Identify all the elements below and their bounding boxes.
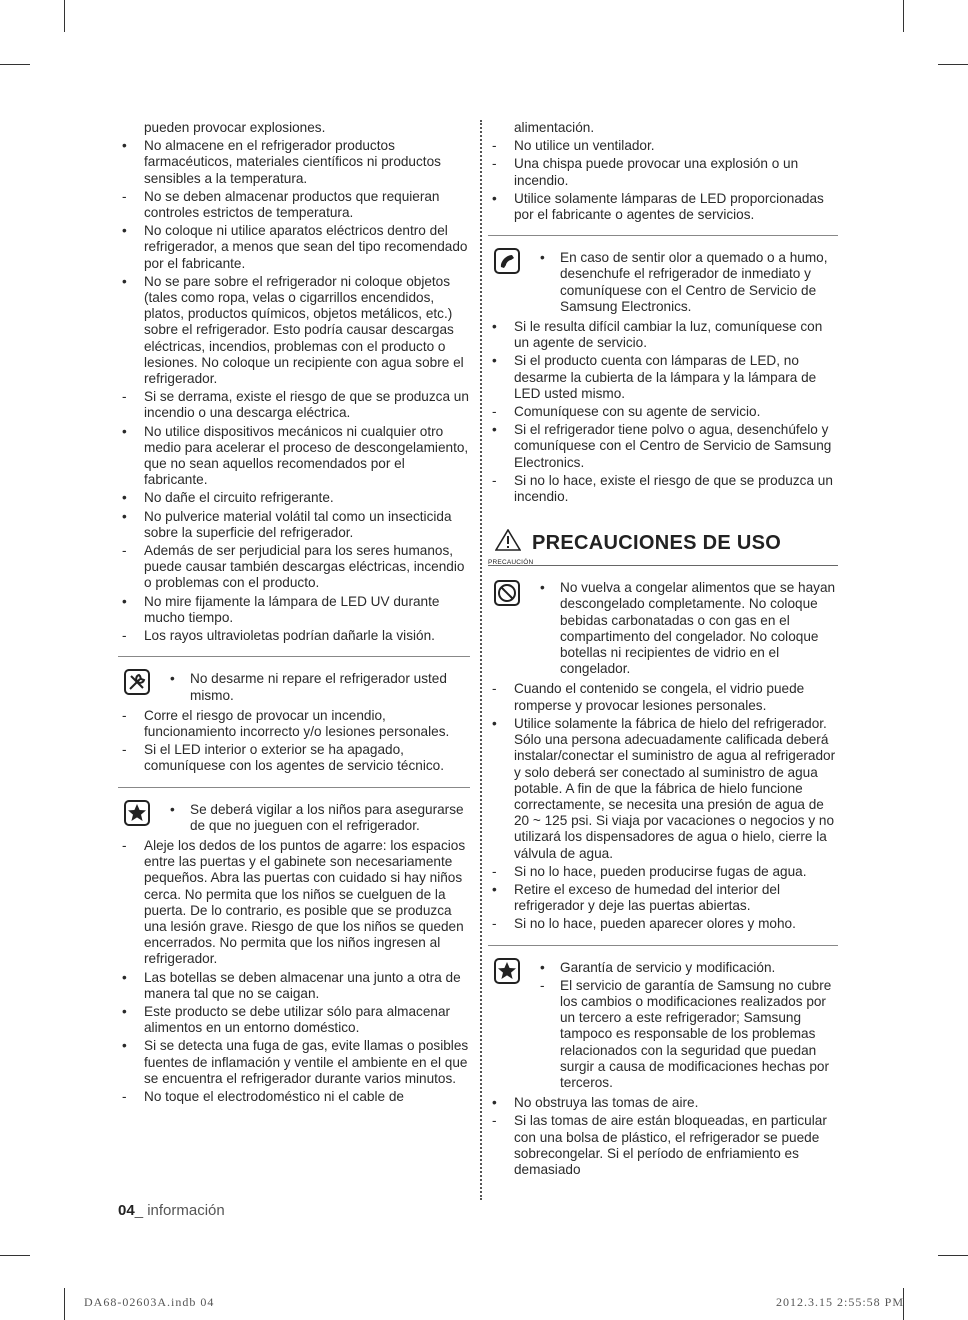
item-text: No se pare sobre el refrigerador ni coloque objetos (tales como ropa, velas o cigarrillos encendidos, platos, productos químicos, objetos metálicos, etc.) sobre el refrigerador. Esto podría causar descargas eléctricas, incendios, problemas con el producto o lesiones. No coloque un recipiente con agua sobre el refrigerador.	[144, 273, 464, 387]
item-text: Corre el riesgo de provocar un incendio, funcionamiento incorrecto y/o lesiones personales.	[144, 707, 450, 739]
item-marker: •	[492, 319, 497, 335]
list-item	[118, 424, 470, 489]
note-star-right	[488, 945, 838, 1092]
item-marker: •	[122, 490, 127, 506]
note-bullet	[118, 671, 470, 703]
right-column	[488, 120, 838, 1180]
item-text: Si el producto cuenta con lámparas de LED, no desarme la cubierta de la lámpara y la lámpara de LED usted mismo.	[514, 353, 817, 401]
list-item	[488, 422, 838, 471]
list-item	[488, 864, 838, 880]
item-text: Utilice solamente lámparas de LED proporcionadas por el fabricante o agentes de servicios.	[514, 190, 824, 223]
item-marker: •	[492, 881, 497, 897]
item-text: Si el refrigerador tiene polvo o agua, desenchúfelo y comuníquese con el Centro de Servicio de Samsung Electronics.	[514, 422, 832, 470]
note-tools	[118, 656, 470, 703]
list-item	[118, 838, 470, 968]
item-marker: •	[122, 223, 127, 239]
note-bullet	[488, 960, 838, 976]
item-text: Si el LED interior o exterior se ha apagado, comuníquese con los agentes de servicio técnico.	[144, 742, 444, 774]
list-item	[118, 1038, 470, 1087]
page-number: 04	[118, 1202, 135, 1219]
item-text: Si se derrama, existe el riesgo de que se produzca un incendio o una descarga eléctrica.	[144, 389, 469, 421]
right-items	[488, 120, 838, 223]
list-item	[488, 404, 838, 420]
item-marker: -	[122, 188, 127, 204]
note-star-right-items	[488, 1095, 838, 1178]
item-text: Además de ser perjudicial para los seres humanos, puede causar también descargas eléctricas, incendio o problemas con el producto.	[144, 543, 465, 591]
note-star-items	[118, 838, 470, 1105]
item-marker: -	[492, 916, 497, 932]
list-item	[488, 319, 838, 351]
warning-triangle-icon	[495, 529, 521, 551]
list-item	[488, 716, 838, 862]
item-marker: •	[492, 353, 497, 369]
crop-mark	[64, 1288, 65, 1320]
crop-mark	[938, 64, 968, 65]
note-text: Se deberá vigilar a los niños para asegurarse de que no jueguen con el refrigerador.	[190, 801, 464, 833]
list-item	[118, 708, 470, 740]
item-text: alimentación.	[514, 120, 595, 135]
list-item	[488, 353, 838, 402]
item-marker: •	[492, 715, 497, 731]
crop-mark	[0, 64, 30, 65]
item-marker: -	[492, 1113, 497, 1129]
page-section: _ información	[134, 1202, 225, 1219]
item-marker: •	[122, 593, 127, 609]
note-tools-items	[118, 708, 470, 775]
item-text: Si no lo hace, pueden producirse fugas de agua.	[514, 863, 807, 879]
crop-mark	[64, 0, 65, 32]
bullet-marker: •	[540, 580, 545, 596]
list-item	[488, 882, 838, 914]
warning-label: PRECAUCIÓN	[488, 559, 534, 567]
bullet-marker: •	[170, 671, 175, 687]
item-text: No se deben almacenar productos que requieran controles estrictos de temperatura.	[144, 188, 440, 221]
note-dash	[488, 978, 838, 1091]
item-marker: •	[122, 1003, 127, 1019]
item-text: No utilice dispositivos mecánicos ni cualquier otro medio para acelerar el proceso de descongelamiento, que no sean aquellos recomendados por el fabricante.	[144, 423, 469, 488]
item-marker: -	[492, 681, 497, 697]
item-marker: -	[122, 628, 127, 644]
list-item	[118, 1089, 470, 1105]
item-text: Utilice solamente la fábrica de hielo del refrigerador. Sólo una persona adecuadamente calificada deberá instalar/conectar el suministro de agua al refrigerador y solo deberá ser conectado al suministro de agua potable. A fin de que la fábrica de hielo funcione correctamente, se necesita una presión de agua de 20 ~ 125 psi. Si viaja por vacaciones o negocios y no utilizará los dispensadores de agua o hielo, cierre la válvula de agua.	[514, 715, 836, 861]
item-marker: •	[122, 969, 127, 985]
note-prohibit-items	[488, 681, 838, 932]
left-column	[118, 120, 470, 1107]
item-marker: -	[492, 863, 497, 879]
item-text: No obstruya las tomas de aire.	[514, 1095, 699, 1111]
item-marker: •	[492, 422, 497, 438]
section-title: PRECAUCIONES DE USO	[532, 532, 782, 555]
bullet-marker: •	[540, 250, 545, 266]
item-text: pueden provocar explosiones.	[144, 120, 326, 135]
note-bullet	[488, 580, 838, 677]
print-file-info: DA68-02603A.indb 04	[84, 1295, 215, 1309]
item-marker: •	[122, 1038, 127, 1054]
list-item	[118, 543, 470, 592]
item-text: Cuando el contenido se congela, el vidrio puede romperse y provocar lesiones personales.	[514, 681, 805, 713]
item-marker: •	[122, 138, 127, 154]
list-item	[488, 681, 838, 713]
note-text: No vuelva a congelar alimentos que se hayan descongelado completamente. No coloque bebidas carbonatadas o con gas en el compartimento del congelador. No coloque botellas ni recipientes de vidrio en el congelador.	[560, 580, 836, 677]
list-item	[488, 1095, 838, 1111]
item-text: Si no lo hace, existe el riesgo de que se produzca un incendio.	[514, 472, 833, 505]
crop-mark	[0, 1255, 30, 1256]
item-text: Si le resulta difícil cambiar la luz, comuníquese con un agente de servicio.	[514, 319, 823, 351]
item-marker: -	[492, 156, 497, 172]
list-item	[488, 120, 838, 136]
note-prohibit	[488, 578, 838, 677]
list-item	[118, 970, 470, 1002]
item-text: Una chispa puede provocar una explosión o un incendio.	[514, 156, 799, 188]
print-timestamp: 2012.3.15 2:55:58 PM	[776, 1295, 905, 1309]
page-footer	[118, 1202, 225, 1219]
item-marker: •	[492, 190, 497, 206]
item-text: Comuníquese con su agente de servicio.	[514, 404, 761, 420]
crop-mark	[938, 1255, 968, 1256]
warning-badge	[488, 529, 534, 571]
item-text: No almacene en el refrigerador productos farmacéuticos, materiales científicos ni productos sensibles a la temperatura.	[144, 138, 441, 186]
list-item	[118, 389, 470, 421]
list-item	[118, 138, 470, 187]
list-item	[488, 916, 838, 932]
item-marker: -	[122, 389, 127, 405]
list-item	[118, 1004, 470, 1036]
note-bullet	[488, 250, 838, 315]
item-text: No utilice un ventilador.	[514, 138, 655, 154]
item-text: Las botellas se deben almacenar una junto a otra de manera tal que no se caigan.	[144, 969, 461, 1001]
list-item	[118, 223, 470, 272]
item-text: No toque el electrodoméstico ni el cable de	[144, 1088, 404, 1104]
item-marker: -	[492, 404, 497, 420]
item-text: Aleje los dedos de los puntos de agarre: los espacios entre las puertas y el gabinete son necesariamente pequeños. Abra las puertas con cuidado si hay niños cerca. No permita que los niños se cuelguen de la puerta. De lo contrario, es posible que se produzca una lesión grave. Riesgo de que los niños se queden encerrados. No permita que los niños ingresen al refrigerador.	[144, 837, 466, 967]
item-text: No coloque ni utilice aparatos eléctricos dentro del refrigerador, a menos que sean del tipo recomendado por el fabricante.	[144, 223, 468, 271]
item-text: Si las tomas de aire están bloqueadas, en particular con una bolsa de plástico, el refrigerador se puede sobrecongelar. Si el período de enfriamiento es demasiado	[514, 1113, 827, 1177]
list-item	[488, 473, 838, 505]
list-item	[118, 509, 470, 541]
item-text: Retire el exceso de humedad del interior del refrigerador y deje las puertas abiertas.	[514, 881, 780, 914]
item-text: Si no lo hace, pueden aparecer olores y moho.	[514, 916, 796, 932]
note-bullet	[118, 802, 470, 834]
crop-mark	[903, 0, 904, 32]
note-phone	[488, 235, 838, 315]
list-item	[118, 189, 470, 221]
item-marker: -	[492, 138, 497, 154]
list-item	[118, 274, 470, 387]
column-divider	[480, 120, 482, 1200]
note-text: El servicio de garantía de Samsung no cubre los cambios o modificaciones realizados por un tercero a este refrigerador; Samsung tampoco es responsable de los problemas relacionados con la seguridad que puedan surgir a causa de modificaciones hechas por terceros.	[560, 977, 832, 1090]
item-marker: •	[122, 423, 127, 439]
dash-marker: -	[540, 977, 545, 993]
list-item	[118, 628, 470, 644]
item-text: No pulverice material volátil tal como un insecticida sobre la superficie del refrigerador.	[144, 508, 452, 540]
left-items	[118, 120, 470, 644]
item-marker: -	[122, 707, 127, 723]
item-marker: -	[122, 742, 127, 758]
bullet-marker: •	[170, 801, 175, 817]
note-star	[118, 787, 470, 834]
item-marker: •	[122, 273, 127, 289]
list-item	[118, 594, 470, 626]
item-marker: -	[122, 837, 127, 853]
list-item	[488, 191, 838, 223]
list-item	[488, 138, 838, 154]
note-text: Garantía de servicio y modificación.	[560, 959, 776, 975]
item-marker: •	[492, 1095, 497, 1111]
item-marker: •	[122, 508, 127, 524]
section-header	[488, 529, 838, 566]
item-marker: -	[122, 543, 127, 559]
item-text: No mire fijamente la lámpara de LED UV durante mucho tiempo.	[144, 593, 440, 625]
item-text: Este producto se debe utilizar sólo para almacenar alimentos en un entorno doméstico.	[144, 1003, 451, 1036]
item-marker: -	[122, 1088, 127, 1104]
item-text: Los rayos ultravioletas podrían dañarle la visión.	[144, 628, 435, 644]
item-text: Si se detecta una fuga de gas, evite llamas o posibles fuentes de inflamación y ventile el ambiente en el que se encuentra el refrigerador durante varios minutos.	[144, 1038, 469, 1086]
list-item	[118, 490, 470, 506]
list-item	[488, 156, 838, 188]
list-item	[488, 1113, 838, 1178]
list-item	[118, 120, 470, 136]
list-item	[118, 742, 470, 774]
item-marker: -	[492, 472, 497, 488]
note-text: En caso de sentir olor a quemado o a humo, desenchufe el refrigerador de inmediato y comuníquese con el Centro de Servicio de Samsung Electronics.	[560, 250, 828, 314]
item-text: No dañe el circuito refrigerante.	[144, 490, 334, 506]
note-phone-items	[488, 319, 838, 505]
bullet-marker: •	[540, 959, 545, 975]
note-text: No desarme ni repare el refrigerador usted mismo.	[190, 671, 447, 703]
